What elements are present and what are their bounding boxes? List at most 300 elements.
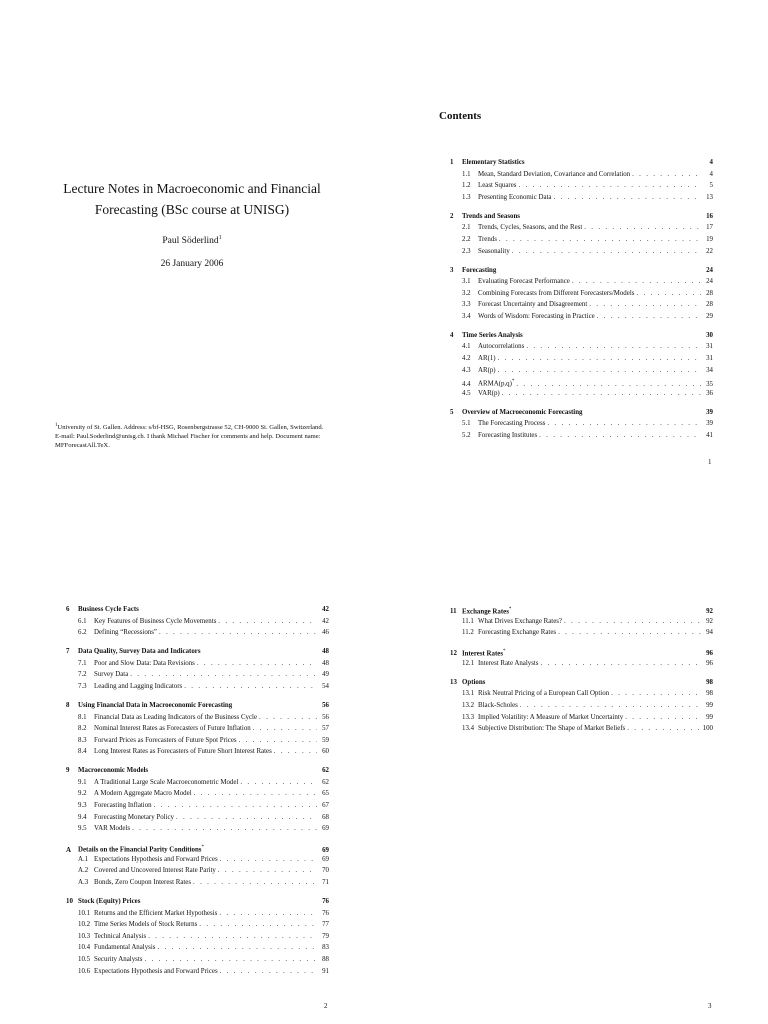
toc-section-number: 8.1 <box>78 713 87 721</box>
toc-dot-leader <box>558 627 701 639</box>
toc-page-number: 99 <box>706 713 713 721</box>
title-footnote <box>55 421 330 450</box>
toc-section-number: 9.5 <box>78 825 87 833</box>
author-name: Paul Söderlind <box>162 236 219 247</box>
toc-section-entry[interactable] <box>450 627 713 639</box>
toc-section-title-text: Seasonality <box>478 247 510 255</box>
toc-page-number: 79 <box>322 932 329 940</box>
toc-chapter <box>450 646 713 669</box>
toc-dot-leader <box>154 800 317 812</box>
toc-page-number: 56 <box>322 701 329 709</box>
toc-chapter-title-text: Time Series Analysis <box>462 331 523 339</box>
toc-section-entry[interactable] <box>66 877 329 889</box>
toc-chapter-entry[interactable] <box>450 604 713 616</box>
toc-chapter-title <box>78 765 148 777</box>
toc-page-number: 68 <box>322 813 329 821</box>
toc-section-entry[interactable] <box>450 376 713 388</box>
toc-chapter-title-text: Business Cycle Facts <box>78 606 139 613</box>
toc-page-number: 92 <box>706 608 713 616</box>
page-number: 3 <box>708 1002 712 1010</box>
toc-section-entry[interactable] <box>450 311 713 323</box>
toc-section-number: 6.1 <box>78 617 87 625</box>
toc-chapter-title <box>78 604 139 616</box>
toc-chapter-title-text: Stock (Equity) Prices <box>78 898 141 906</box>
toc-section-title-text: Interest Rate Analysts <box>478 659 539 667</box>
toc-page-number: 70 <box>322 867 329 875</box>
toc-section-title <box>94 627 157 639</box>
toc-dot-leader <box>584 222 701 234</box>
toc-section-title-text: Covered and Uncovered Interest Rate Parity <box>94 867 216 875</box>
toc-section-title <box>94 954 142 966</box>
toc-section-number: A.2 <box>78 867 89 875</box>
toc-page-number: 88 <box>322 955 329 963</box>
toc-section-title-text: Subjective Distribution: The Shape of Market Beliefs <box>478 725 626 733</box>
toc-dot-leader <box>632 169 701 181</box>
toc-section-title <box>94 877 191 889</box>
toc-page-number: 5 <box>709 182 713 190</box>
toc-dot-leader <box>157 942 317 954</box>
toc-section-entry[interactable] <box>450 418 713 430</box>
toc-chapter-title <box>462 211 520 223</box>
toc-chapter-title-text: Overview of Macroeconomic Forecasting <box>462 408 583 416</box>
toc-chapter-title <box>462 330 523 342</box>
document-title: Lecture Notes in Macroeconomic and Financial Forecasting (BSc course at UNISG) <box>63 181 321 217</box>
toc-section-title-text: Forecast Uncertainty and Disagreement <box>478 301 588 309</box>
toc-chapter-number: 12 <box>450 650 457 658</box>
title-page <box>0 0 384 512</box>
toc-page-number: 69 <box>322 825 329 833</box>
toc-section-title-text: Combining Forecasts from Different Forecasters/Models <box>478 289 635 297</box>
toc-chapter-entry[interactable] <box>450 211 713 223</box>
toc-page-number: 100 <box>702 725 713 733</box>
toc-section-title <box>94 865 216 877</box>
toc-page-number: 31 <box>706 355 713 363</box>
toc-section-number: 10.2 <box>78 921 91 929</box>
toc-chapter-entry[interactable] <box>450 157 713 169</box>
toc-chapter-entry[interactable] <box>450 265 713 277</box>
toc-page-number: 77 <box>322 921 329 929</box>
toc-section-number: 8.3 <box>78 736 87 744</box>
toc-page-number: 76 <box>322 898 329 906</box>
toc-section-entry[interactable] <box>66 723 329 735</box>
toc-section-title <box>94 669 128 681</box>
toc-chapter-number: 5 <box>450 408 454 416</box>
toc-section-title <box>94 616 216 628</box>
toc-section-title-text: Bonds, Zero Coupon Interest Rates <box>94 879 192 887</box>
toc-section-title-text: Security Analysts <box>94 955 143 963</box>
toc-section-entry[interactable] <box>66 966 329 978</box>
toc-section-number: 7.2 <box>78 671 87 679</box>
toc-section-title <box>478 616 562 628</box>
toc-section-entry[interactable] <box>450 276 713 288</box>
toc-dot-leader <box>611 688 701 700</box>
toc-page-number: 92 <box>706 617 713 625</box>
toc-chapter-title-text: Data Quality, Survey Data and Indicators <box>78 648 201 656</box>
toc-section-entry[interactable] <box>66 735 329 747</box>
toc-page-number: 69 <box>322 855 329 863</box>
toc-section-entry[interactable] <box>450 288 713 300</box>
toc-chapter <box>450 265 713 323</box>
toc-section-entry[interactable] <box>450 353 713 365</box>
toc-section-number: 2.1 <box>462 224 471 232</box>
toc-section-entry[interactable] <box>66 919 329 931</box>
toc-page-number: 46 <box>322 629 329 637</box>
toc-section-title <box>478 388 500 400</box>
toc-page-number: 57 <box>322 725 329 733</box>
toc-section-number: 10.3 <box>78 932 91 940</box>
toc-section-number: 5.2 <box>462 432 471 440</box>
toc-dot-leader <box>498 365 701 377</box>
toc-chapter-entry[interactable] <box>66 646 329 658</box>
toc-section-title-text: Mean, Standard Deviation, Covariance and Correlation <box>478 170 631 178</box>
toc-section-number: A.1 <box>78 855 89 863</box>
toc-chapter-number: 13 <box>450 678 457 686</box>
toc-section-number: 13.3 <box>462 713 475 721</box>
toc-chapter-number: 6 <box>66 606 70 613</box>
toc-chapter-title-text: Forecasting <box>462 266 497 274</box>
toc-dot-leader <box>194 788 317 800</box>
toc-section-title-text: AR(p) <box>478 366 496 374</box>
toc-section-number: 3.3 <box>462 301 471 309</box>
toc-section-entry[interactable] <box>450 234 713 246</box>
toc-section-title <box>478 234 497 246</box>
toc-section-title-text: A Modern Aggregate Macro Model <box>94 790 192 798</box>
toc-section-title <box>478 311 595 323</box>
toc-page-number: 30 <box>706 331 713 339</box>
toc-chapter-number: 10 <box>66 898 73 906</box>
toc-section-title-text: Expectations Hypothesis and Forward Prices <box>94 855 218 863</box>
toc-dot-leader <box>144 954 317 966</box>
toc-chapter-title-text: Details on the Financial Parity Conditions <box>78 846 202 854</box>
toc-section-number: 8.2 <box>78 725 87 733</box>
toc-section-number: 6.2 <box>78 629 87 637</box>
contents-page-2 <box>0 512 384 1024</box>
toc-section-title-text: Forecasting Institutes <box>478 432 538 440</box>
toc-chapter-entry[interactable] <box>66 896 329 908</box>
toc-chapter-entry[interactable] <box>66 842 329 854</box>
toc-section-title-text: Survey Data <box>94 671 129 679</box>
toc-section-title-text: Black-Scholes <box>478 701 518 709</box>
toc-section-title-text: Financial Data as Leading Indicators of the Business Cycle <box>94 713 258 721</box>
toc-page-number: 76 <box>322 909 329 917</box>
toc-page-number: 29 <box>706 312 713 320</box>
toc-section-entry[interactable] <box>66 712 329 724</box>
toc-section-title <box>478 299 587 311</box>
toc-section-entry[interactable] <box>66 931 329 943</box>
toc-section-title <box>478 192 551 204</box>
toc-section-entry[interactable] <box>66 681 329 693</box>
toc-section-title-text: Leading and Lagging Indicators <box>94 682 183 690</box>
toc-page-number: 4 <box>709 170 713 178</box>
toc-dot-leader <box>520 700 701 712</box>
toc-section-entry[interactable] <box>66 942 329 954</box>
toc-section-title-text: Nominal Interest Rates as Forecasters of Future Inflation <box>94 725 251 733</box>
toc-page-number: 42 <box>322 606 329 613</box>
table-of-contents <box>450 604 713 742</box>
contents-page-3 <box>384 512 768 1024</box>
toc-chapter-number: A <box>66 846 71 854</box>
toc-chapter-title <box>462 677 485 689</box>
toc-page-number: 16 <box>706 212 713 220</box>
toc-section-number: 9.4 <box>78 813 87 821</box>
toc-page-number: 22 <box>706 247 713 255</box>
toc-section-title <box>94 723 251 735</box>
toc-section-number: 3.4 <box>462 312 471 320</box>
toc-section-entry[interactable] <box>450 180 713 192</box>
toc-section-title-text: The Forecasting Process <box>478 420 546 428</box>
toc-chapter-entry[interactable] <box>66 604 329 616</box>
toc-section-entry[interactable] <box>66 627 329 639</box>
toc-starred-mark: * <box>503 649 506 655</box>
toc-page-number: 59 <box>322 736 329 744</box>
toc-dot-leader <box>220 854 317 866</box>
toc-chapter-title <box>78 896 140 908</box>
toc-dot-leader <box>148 931 317 943</box>
toc-chapter-entry[interactable] <box>450 646 713 658</box>
toc-section-number: 10.6 <box>78 967 91 975</box>
toc-section-entry[interactable] <box>66 812 329 824</box>
toc-dot-leader <box>499 234 701 246</box>
toc-page-number: 65 <box>322 790 329 798</box>
toc-section-entry[interactable] <box>450 365 713 377</box>
toc-dot-leader <box>564 616 701 628</box>
toc-dot-leader <box>498 353 701 365</box>
toc-section-number: 8.4 <box>78 748 87 756</box>
toc-section-entry[interactable] <box>450 299 713 311</box>
toc-section-title-text: Autocorrelations <box>478 343 525 351</box>
toc-section-title <box>94 823 130 835</box>
toc-section-entry[interactable] <box>450 700 713 712</box>
toc-section-entry[interactable] <box>450 222 713 234</box>
toc-section-title <box>94 712 257 724</box>
toc-section-title <box>94 788 192 800</box>
toc-dot-leader <box>539 430 701 442</box>
toc-section-title <box>478 365 496 377</box>
toc-chapter <box>66 700 329 758</box>
toc-page-number: 28 <box>706 301 713 309</box>
toc-section-number: 4.2 <box>462 355 471 363</box>
toc-section-entry[interactable] <box>450 723 713 735</box>
toc-chapter-entry[interactable] <box>66 700 329 712</box>
toc-section-title <box>478 430 537 442</box>
toc-dot-leader <box>132 823 317 835</box>
toc-section-title <box>94 800 152 812</box>
toc-section-title <box>478 700 518 712</box>
toc-page-number: 71 <box>322 879 329 887</box>
toc-page-number: 91 <box>322 967 329 975</box>
toc-section-entry[interactable] <box>450 712 713 724</box>
toc-dot-leader <box>512 246 701 258</box>
contents-page-1 <box>384 0 768 512</box>
toc-section-number: 9.1 <box>78 778 87 786</box>
toc-section-title-text: Presenting Economic Data <box>478 193 552 201</box>
toc-section-entry[interactable] <box>66 908 329 920</box>
toc-chapter <box>66 604 329 639</box>
toc-section-entry[interactable] <box>66 746 329 758</box>
toc-section-title-text: Defining “Recessions” <box>94 629 157 637</box>
toc-dot-leader <box>130 669 317 681</box>
toc-section-entry[interactable] <box>66 865 329 877</box>
toc-section-number: 1.1 <box>462 170 471 178</box>
toc-chapter-title <box>78 646 201 658</box>
toc-section-entry[interactable] <box>450 430 713 442</box>
toc-page-number: 96 <box>706 650 713 658</box>
toc-chapter-entry[interactable] <box>450 407 713 419</box>
toc-dot-leader <box>239 735 317 747</box>
toc-chapter <box>450 330 713 400</box>
toc-section-title <box>478 418 545 430</box>
toc-section-entry[interactable] <box>450 388 713 400</box>
toc-section-title-text: Risk Neutral Pricing of a European Call Option <box>478 690 610 698</box>
toc-section-title <box>94 942 155 954</box>
toc-chapter-title <box>462 265 496 277</box>
toc-section-title <box>478 353 496 365</box>
toc-chapter-title <box>462 157 525 169</box>
toc-section-entry[interactable] <box>66 616 329 628</box>
toc-section-title-text: A Traditional Large Scale Macroeconometric Model <box>94 778 239 786</box>
toc-section-entry[interactable] <box>450 341 713 353</box>
toc-section-entry[interactable] <box>66 823 329 835</box>
toc-section-entry[interactable] <box>66 854 329 866</box>
toc-section-title <box>94 931 146 943</box>
toc-section-entry[interactable] <box>450 246 713 258</box>
toc-dot-leader <box>159 627 317 639</box>
toc-section-entry[interactable] <box>66 788 329 800</box>
toc-section-title-text: Fundamental Analysis <box>94 944 156 952</box>
toc-section-entry[interactable] <box>450 169 713 181</box>
toc-page-number: 98 <box>706 678 713 686</box>
toc-section-title-text: Evaluating Forecast Performance <box>478 278 570 286</box>
toc-section-entry[interactable] <box>66 669 329 681</box>
toc-section-title-text: Long Interest Rates as Forecasters of Future Short Interest Rates <box>94 748 272 756</box>
toc-starred-mark: * <box>511 379 515 385</box>
toc-chapter-entry[interactable] <box>450 677 713 689</box>
toc-section-title-text: Time Series Models of Stock Returns <box>94 921 198 929</box>
toc-page-number: 69 <box>322 846 329 854</box>
toc-section-title <box>478 246 510 258</box>
toc-section-title <box>478 180 516 192</box>
toc-section-entry[interactable] <box>450 688 713 700</box>
toc-section-title <box>94 966 218 978</box>
toc-section-number: 13.1 <box>462 690 475 698</box>
toc-page-number: 62 <box>322 767 329 775</box>
toc-section-title <box>478 222 582 234</box>
toc-section-title <box>94 854 218 866</box>
toc-page-number: 39 <box>706 420 713 428</box>
toc-section-number: 5.1 <box>462 420 471 428</box>
toc-page-number: 48 <box>322 659 329 667</box>
toc-section-title-text: AR(1) <box>478 355 496 363</box>
toc-section-number: 12.1 <box>462 659 475 667</box>
toc-section-title <box>94 908 217 920</box>
toc-chapter-entry[interactable] <box>66 765 329 777</box>
toc-section-entry[interactable] <box>450 658 713 670</box>
toc-page-number: 42 <box>322 617 329 625</box>
toc-page-number: 94 <box>706 629 713 637</box>
contents-heading: Contents <box>439 110 482 122</box>
table-of-contents <box>450 157 713 449</box>
toc-section-title-text: Returns and the Efficient Market Hypothesis <box>94 909 218 917</box>
toc-dot-leader <box>589 299 701 311</box>
toc-page-number: 13 <box>706 193 713 201</box>
author-footnote-mark: 1 <box>218 235 222 241</box>
toc-section-entry[interactable] <box>66 658 329 670</box>
toc-dot-leader <box>526 341 701 353</box>
toc-section-number: 11.2 <box>462 629 474 637</box>
toc-section-title-text: VAR Models <box>94 825 131 833</box>
toc-page-number: 17 <box>706 224 713 232</box>
toc-chapter-number: 11 <box>450 608 457 616</box>
toc-dot-leader <box>572 276 701 288</box>
toc-section-title <box>478 288 634 300</box>
toc-dot-leader <box>259 712 317 724</box>
toc-section-title <box>478 723 625 735</box>
toc-chapter <box>66 842 329 888</box>
toc-page-number: 48 <box>322 648 329 656</box>
toc-section-number: 13.2 <box>462 701 475 709</box>
toc-dot-leader <box>518 180 701 192</box>
toc-section-entry[interactable] <box>450 616 713 628</box>
page-number: 2 <box>324 1002 328 1010</box>
toc-section-number: 10.1 <box>78 909 91 917</box>
toc-starred-mark: * <box>508 607 512 612</box>
toc-dot-leader <box>240 777 317 789</box>
toc-section-title-text: Trends <box>478 235 497 243</box>
page-number: 1 <box>708 458 712 466</box>
toc-page-number: 39 <box>706 408 713 416</box>
toc-section-title-text: Forecasting Inflation <box>94 802 152 810</box>
toc-chapter-title-text: Trends and Seasons <box>462 212 520 220</box>
toc-chapter-entry[interactable] <box>450 330 713 342</box>
toc-dot-leader <box>625 712 701 724</box>
toc-chapter-title-text: Macroeconomic Models <box>78 767 149 775</box>
toc-chapter <box>450 677 713 735</box>
toc-section-title <box>478 169 630 181</box>
footnote-mark: 1 <box>55 423 58 428</box>
toc-chapter-number: 4 <box>450 331 454 339</box>
toc-dot-leader <box>220 966 317 978</box>
toc-page-number: 24 <box>706 266 713 274</box>
toc-section-number: 13.4 <box>462 725 475 733</box>
toc-chapter <box>66 896 329 977</box>
toc-section-title <box>478 341 524 353</box>
toc-section-entry[interactable] <box>66 800 329 812</box>
document-author <box>40 235 344 246</box>
toc-section-title-text: What Drives Exchange Rates? <box>478 617 562 625</box>
toc-dot-leader <box>253 723 317 735</box>
toc-dot-leader <box>219 908 317 920</box>
toc-section-title <box>94 735 237 747</box>
toc-page-number: 99 <box>706 701 713 709</box>
toc-page-number: 98 <box>706 690 713 698</box>
toc-section-entry[interactable] <box>66 954 329 966</box>
toc-section-title <box>94 777 238 789</box>
toc-section-title <box>94 681 182 693</box>
toc-section-title-text: VAR(p) <box>478 389 500 397</box>
toc-dot-leader <box>274 746 317 758</box>
toc-chapter-title-text: Using Financial Data in Macroeconomic Forecasting <box>78 701 233 709</box>
toc-chapter <box>450 211 713 257</box>
toc-chapter-title <box>78 700 232 712</box>
toc-section-number: 3.1 <box>462 278 471 286</box>
toc-section-number: 2.2 <box>462 235 471 243</box>
toc-section-title-text: Implied Volatility: A Measure of Market Uncertainty <box>478 713 624 721</box>
toc-section-entry[interactable] <box>450 192 713 204</box>
toc-chapter-title-text: Elementary Statistics <box>462 159 525 166</box>
toc-section-entry[interactable] <box>66 777 329 789</box>
toc-page-number: 35 <box>706 380 713 388</box>
toc-section-number: 7.1 <box>78 659 87 667</box>
